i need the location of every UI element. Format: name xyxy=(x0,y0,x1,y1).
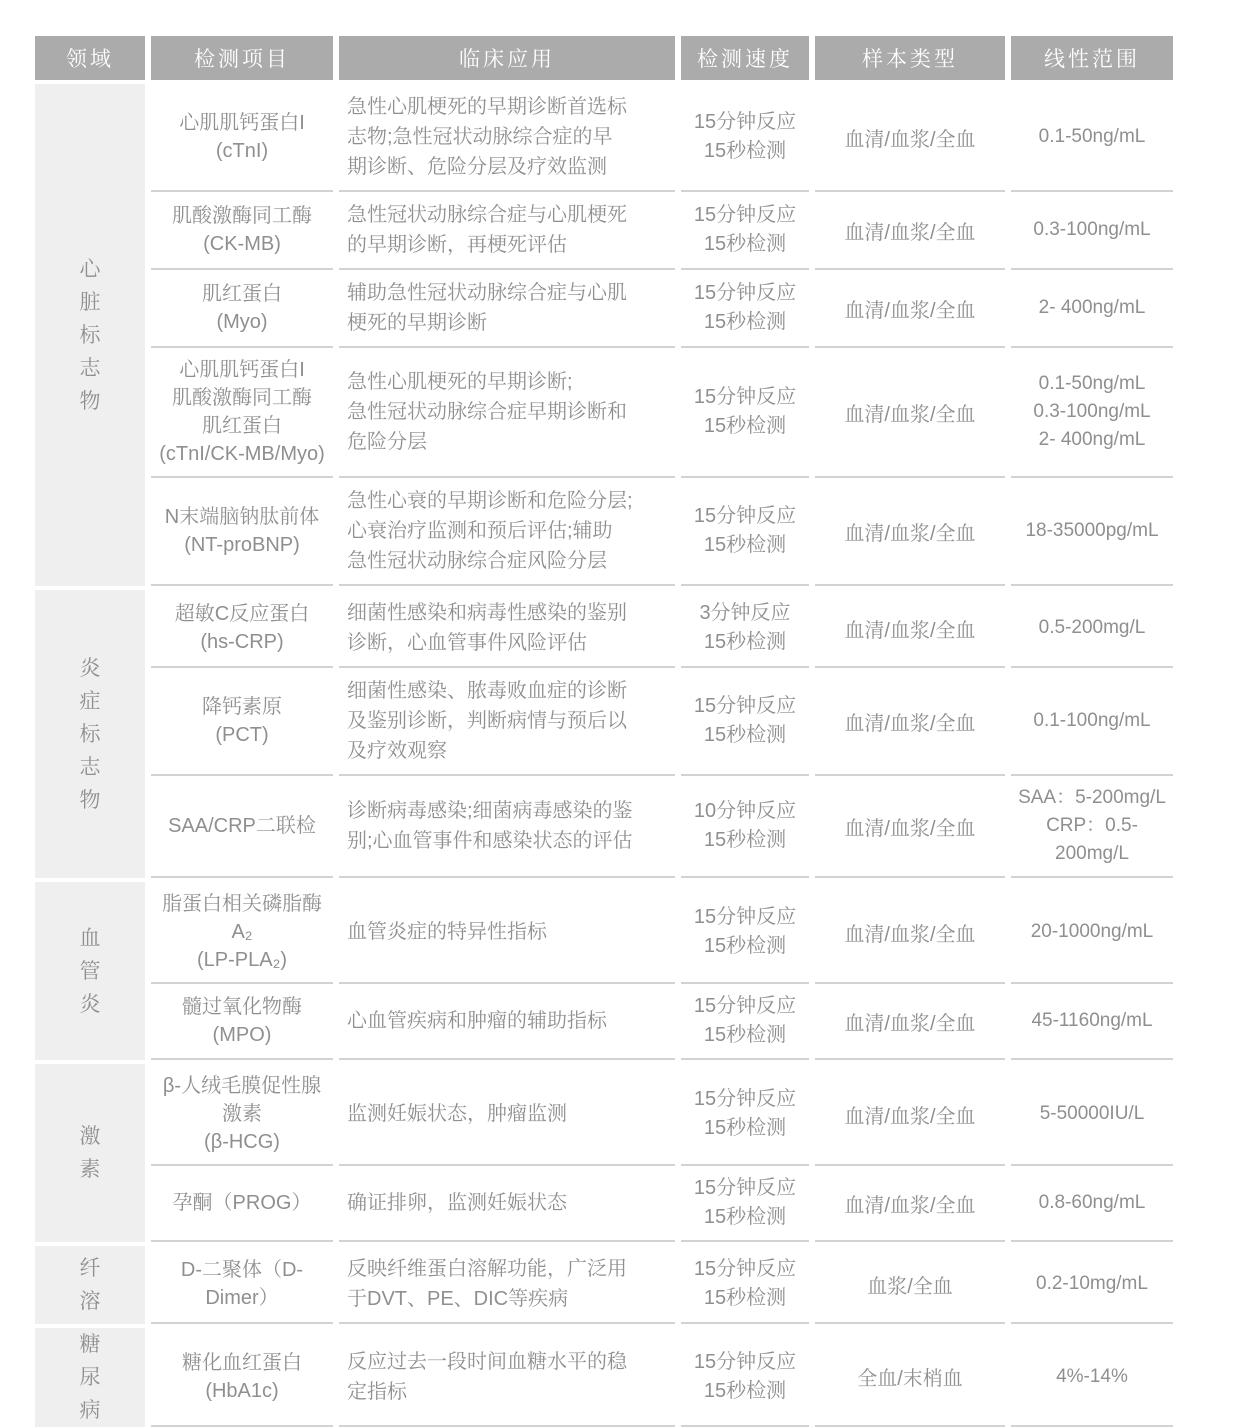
sample-cell xyxy=(815,1166,1005,1242)
sample-cell-line: 血清/血浆/全血 xyxy=(844,522,976,545)
range-cell xyxy=(1011,270,1173,348)
range-cell xyxy=(1011,478,1173,586)
clinical-cell-line: 梗死的早期诊断 xyxy=(347,312,487,334)
sample-cell-line: 血清/血浆/全血 xyxy=(844,221,976,244)
sample-cell xyxy=(815,478,1005,586)
clinical-cell-line: 急性心肌梗死的早期诊断; xyxy=(347,371,573,393)
sample-cell xyxy=(815,84,1005,192)
clinical-cell-line: 志物;急性冠状动脉综合症的早 xyxy=(347,126,613,148)
speed-cell-line: 15秒检测 xyxy=(703,311,787,333)
speed-cell-line: 15秒检测 xyxy=(703,534,787,556)
speed-cell-line: 15分钟反应 xyxy=(693,386,797,408)
sample-cell-line: 血浆/全血 xyxy=(867,1275,953,1298)
speed-cell-line: 15秒检测 xyxy=(703,1379,787,1402)
item-cell-line: (NT-proBNP) xyxy=(184,534,300,556)
sample-cell-line: 血清/血浆/全血 xyxy=(844,1194,976,1217)
item-cell-line: 脂蛋白相关磷脂酶A₂ xyxy=(162,893,322,943)
header-cell: 检测项目 xyxy=(151,36,333,80)
speed-cell-line: 15秒检测 xyxy=(703,233,787,255)
speed-cell-line: 15秒检测 xyxy=(703,829,787,851)
clinical-cell xyxy=(339,478,675,586)
speed-cell xyxy=(681,1166,809,1242)
speed-cell xyxy=(681,1328,809,1427)
range-cell-line: 2- 400ng/mL xyxy=(1038,429,1146,450)
sample-cell-line: 血清/血浆/全血 xyxy=(844,403,976,426)
table-header xyxy=(35,36,1173,80)
sample-cell-line: 血清/血浆/全血 xyxy=(844,923,976,946)
speed-cell-line: 15秒检测 xyxy=(703,415,787,437)
range-cell xyxy=(1011,882,1173,984)
range-cell-line: 4%-14% xyxy=(1056,1365,1128,1387)
sample-cell xyxy=(815,348,1005,478)
item-cell-line: (CK-MB) xyxy=(203,233,281,255)
item-cell-line: β-人绒毛膜促性腺激素 xyxy=(162,1075,322,1125)
sample-cell xyxy=(815,668,1005,776)
clinical-cell-line: 诊断病毒感染;细菌病毒感染的鉴 xyxy=(347,800,633,822)
item-cell-line: 心肌肌钙蛋白I xyxy=(179,112,305,134)
range-cell-line: SAA：5-200mg/L xyxy=(1018,787,1166,808)
clinical-cell xyxy=(339,1246,675,1324)
domain-group xyxy=(35,882,1173,1060)
range-cell-line: 0.3-100ng/mL xyxy=(1033,401,1151,422)
domain-group xyxy=(35,84,1173,586)
item-cell-line: D-二聚体（D-Dimer） xyxy=(180,1259,304,1309)
sample-cell xyxy=(815,1064,1005,1166)
speed-cell-line: 15秒检测 xyxy=(703,724,787,746)
speed-cell-line: 15分钟反应 xyxy=(693,1350,797,1373)
clinical-cell-line: 细菌性感染、脓毒败血症的诊断 xyxy=(347,680,627,702)
speed-cell xyxy=(681,882,809,984)
header-cell: 临床应用 xyxy=(339,36,675,80)
speed-cell xyxy=(681,84,809,192)
item-cell-line: (HbA1c) xyxy=(205,1379,279,1402)
clinical-cell-line: 及鉴别诊断，判断病情与预后以 xyxy=(347,710,627,732)
sample-cell-line: 血清/血浆/全血 xyxy=(844,712,976,735)
range-cell xyxy=(1011,776,1173,878)
item-cell xyxy=(151,348,333,478)
clinical-cell-line: 急性心衰的早期诊断和危险分层; xyxy=(347,490,633,512)
clinical-cell-line: 心血管疾病和肿瘤的辅助指标 xyxy=(347,1010,607,1032)
clinical-cell xyxy=(339,348,675,478)
clinical-cell xyxy=(339,882,675,984)
range-cell-line: 20-1000ng/mL xyxy=(1030,921,1154,942)
clinical-cell-line: 急性冠状动脉综合症与心肌梗死 xyxy=(347,204,627,226)
clinical-cell-line: 急性冠状动脉综合症早期诊断和 xyxy=(347,401,627,423)
item-cell xyxy=(151,84,333,192)
speed-cell-line: 15分钟反应 xyxy=(693,1088,797,1110)
item-cell-line: (β-HCG) xyxy=(204,1131,280,1153)
speed-cell xyxy=(681,348,809,478)
item-cell-line: 肌酸激酶同工酶 xyxy=(172,205,312,227)
header-cell: 线性范围 xyxy=(1011,36,1173,80)
products-table xyxy=(35,36,1173,1427)
speed-cell-line: 15分钟反应 xyxy=(693,282,797,304)
item-cell xyxy=(151,1328,333,1427)
speed-cell-line: 15秒检测 xyxy=(703,1024,787,1046)
item-cell-line: 降钙素原 xyxy=(202,696,282,718)
table-body xyxy=(35,84,1173,1427)
speed-cell-line: 15分钟反应 xyxy=(693,995,797,1017)
speed-cell-line: 15秒检测 xyxy=(703,1117,787,1139)
item-cell xyxy=(151,270,333,348)
sample-cell-line: 血清/血浆/全血 xyxy=(844,128,976,151)
clinical-cell-line: 血管炎症的特异性指标 xyxy=(347,921,547,943)
speed-cell xyxy=(681,478,809,586)
clinical-cell-line: 定指标 xyxy=(347,1380,407,1403)
range-cell xyxy=(1011,84,1173,192)
range-cell-line: 18-35000pg/mL xyxy=(1025,520,1159,541)
sample-cell-line: 血清/血浆/全血 xyxy=(844,817,976,840)
item-cell-line: 心肌肌钙蛋白I xyxy=(179,359,305,381)
sample-cell xyxy=(815,776,1005,878)
header-cell: 检测速度 xyxy=(681,36,809,80)
header-cell: 领域 xyxy=(35,36,145,80)
speed-cell-line: 3分钟反应 xyxy=(699,602,791,624)
clinical-cell-line: 确证排卵，监测妊娠状态 xyxy=(347,1192,567,1214)
clinical-cell-line: 急性冠状动脉综合症风险分层 xyxy=(347,550,607,572)
domain-group xyxy=(35,1328,1173,1427)
item-cell xyxy=(151,1166,333,1242)
item-cell-line: (LP-PLA₂) xyxy=(196,949,287,971)
range-cell xyxy=(1011,668,1173,776)
range-cell-line: 0.1-50ng/mL xyxy=(1038,126,1146,147)
speed-cell-line: 15分钟反应 xyxy=(693,1177,797,1199)
speed-cell-line: 15秒检测 xyxy=(703,935,787,957)
sample-cell-line: 血清/血浆/全血 xyxy=(844,619,976,642)
sample-cell-line: 全血/末梢血 xyxy=(857,1368,963,1390)
speed-cell-line: 15秒检测 xyxy=(703,631,787,653)
speed-cell xyxy=(681,984,809,1060)
range-cell xyxy=(1011,1246,1173,1324)
range-cell xyxy=(1011,1064,1173,1166)
item-cell xyxy=(151,776,333,878)
range-cell xyxy=(1011,1166,1173,1242)
speed-cell xyxy=(681,1064,809,1166)
header-cell: 样本类型 xyxy=(815,36,1005,80)
clinical-cell-line: 辅助急性冠状动脉综合症与心肌 xyxy=(347,282,627,304)
clinical-cell xyxy=(339,1064,675,1166)
clinical-cell-line: 细菌性感染和病毒性感染的鉴别 xyxy=(347,602,627,624)
clinical-cell-line: 于DVT、PE、DIC等疾病 xyxy=(347,1288,569,1310)
speed-cell xyxy=(681,590,809,668)
clinical-cell xyxy=(339,192,675,270)
item-cell-line: 肌红蛋白 xyxy=(202,415,282,437)
range-cell xyxy=(1011,192,1173,270)
clinical-cell-line: 诊断，心血管事件风险评估 xyxy=(347,632,587,654)
item-cell xyxy=(151,590,333,668)
item-cell-line: (Myo) xyxy=(216,311,268,333)
speed-cell-line: 15秒检测 xyxy=(703,140,787,162)
item-cell xyxy=(151,192,333,270)
clinical-cell xyxy=(339,668,675,776)
clinical-cell-line: 反应过去一段时间血糖水平的稳 xyxy=(347,1350,627,1373)
speed-cell xyxy=(681,1246,809,1324)
clinical-cell-line: 及疗效观察 xyxy=(347,740,447,762)
item-cell-line: 髓过氧化物酶 xyxy=(182,996,302,1018)
range-cell-line: 0.3-100ng/mL xyxy=(1033,219,1151,240)
range-cell-line: 0.5-200mg/L xyxy=(1038,617,1146,638)
range-cell xyxy=(1011,1328,1173,1427)
clinical-cell-line: 反映纤维蛋白溶解功能，广泛用 xyxy=(347,1258,627,1280)
item-cell-line: N末端脑钠肽前体 xyxy=(164,506,320,528)
domain-group xyxy=(35,590,1173,878)
speed-cell-line: 15秒检测 xyxy=(703,1287,787,1309)
range-cell-line: 5-50000IU/L xyxy=(1039,1103,1145,1124)
sample-cell xyxy=(815,1246,1005,1324)
domain-cell xyxy=(35,1328,145,1427)
speed-cell xyxy=(681,668,809,776)
domain-label: 血管炎 xyxy=(79,926,101,1016)
clinical-cell xyxy=(339,984,675,1060)
item-cell xyxy=(151,668,333,776)
speed-cell xyxy=(681,270,809,348)
clinical-cell xyxy=(339,270,675,348)
item-cell xyxy=(151,984,333,1060)
speed-cell-line: 15分钟反应 xyxy=(693,111,797,133)
clinical-cell-line: 别;心血管事件和感染状态的评估 xyxy=(347,830,633,852)
domain-cell xyxy=(35,84,145,586)
item-cell-line: (cTnI) xyxy=(215,140,269,162)
speed-cell-line: 15分钟反应 xyxy=(693,906,797,928)
sample-cell-line: 血清/血浆/全血 xyxy=(844,1105,976,1128)
item-cell-line: 肌酸激酶同工酶 xyxy=(172,387,312,409)
item-cell-line: 肌红蛋白 xyxy=(202,283,282,305)
range-cell-line: 0.1-50ng/mL xyxy=(1038,373,1146,394)
speed-cell-line: 15分钟反应 xyxy=(693,695,797,717)
speed-cell-line: 15分钟反应 xyxy=(693,204,797,226)
item-cell-line: (MPO) xyxy=(212,1024,272,1046)
range-cell-line: 0.1-100ng/mL xyxy=(1033,710,1151,731)
clinical-cell xyxy=(339,1166,675,1242)
sample-cell xyxy=(815,590,1005,668)
speed-cell xyxy=(681,192,809,270)
domain-group xyxy=(35,1246,1173,1324)
sample-cell xyxy=(815,192,1005,270)
range-cell-line: 2- 400ng/mL xyxy=(1038,297,1146,318)
clinical-cell xyxy=(339,590,675,668)
clinical-cell-line: 期诊断、危险分层及疗效监测 xyxy=(347,156,607,178)
item-cell-line: SAA/CRP二联检 xyxy=(168,815,316,837)
domain-group xyxy=(35,1064,1173,1242)
range-cell-line: 0.2-10mg/mL xyxy=(1036,1273,1148,1294)
domain-label: 炎症标志物 xyxy=(79,656,101,812)
speed-cell-line: 15分钟反应 xyxy=(693,505,797,527)
clinical-cell-line: 急性心肌梗死的早期诊断首选标 xyxy=(347,96,627,118)
range-cell-line: CRP：0.5-200mg/L xyxy=(1046,815,1138,864)
sample-cell xyxy=(815,984,1005,1060)
clinical-cell-line: 心衰治疗监测和预后评估;辅助 xyxy=(347,520,613,542)
domain-cell xyxy=(35,590,145,878)
speed-cell-line: 15分钟反应 xyxy=(693,1258,797,1280)
sample-cell xyxy=(815,882,1005,984)
range-cell-line: 45-1160ng/mL xyxy=(1031,1010,1153,1031)
clinical-cell xyxy=(339,1328,675,1427)
speed-cell-line: 15秒检测 xyxy=(703,1206,787,1228)
domain-cell xyxy=(35,1246,145,1324)
item-cell-line: (hs-CRP) xyxy=(200,631,284,653)
sample-cell-line: 血清/血浆/全血 xyxy=(844,1012,976,1035)
domain-cell xyxy=(35,882,145,1060)
domain-label: 纤溶 xyxy=(79,1257,101,1313)
item-cell xyxy=(151,478,333,586)
speed-cell xyxy=(681,776,809,878)
item-cell-line: 孕酮（PROG） xyxy=(172,1192,312,1214)
sample-cell-line: 血清/血浆/全血 xyxy=(844,299,976,322)
item-cell-line: 超敏C反应蛋白 xyxy=(174,603,310,625)
item-cell-line: (PCT) xyxy=(215,724,269,746)
item-cell xyxy=(151,1064,333,1166)
sample-cell xyxy=(815,270,1005,348)
domain-label: 心脏标志物 xyxy=(79,257,101,413)
range-cell xyxy=(1011,348,1173,478)
item-cell-line: (cTnI/CK-MB/Myo) xyxy=(159,443,325,465)
domain-cell xyxy=(35,1064,145,1242)
range-cell xyxy=(1011,984,1173,1060)
item-cell xyxy=(151,1246,333,1324)
item-cell-line: 糖化血红蛋白 xyxy=(182,1351,302,1374)
domain-label: 激素 xyxy=(79,1125,101,1181)
sample-cell xyxy=(815,1328,1005,1427)
domain-label: 糖尿病 xyxy=(79,1333,101,1422)
range-cell xyxy=(1011,590,1173,668)
clinical-cell xyxy=(339,84,675,192)
speed-cell-line: 10分钟反应 xyxy=(693,800,797,822)
item-cell xyxy=(151,882,333,984)
clinical-cell-line: 监测妊娠状态，肿瘤监测 xyxy=(347,1103,567,1125)
clinical-cell xyxy=(339,776,675,878)
range-cell-line: 0.8-60ng/mL xyxy=(1038,1192,1146,1213)
clinical-cell-line: 危险分层 xyxy=(347,431,427,453)
clinical-cell-line: 的早期诊断，再梗死评估 xyxy=(347,234,567,256)
